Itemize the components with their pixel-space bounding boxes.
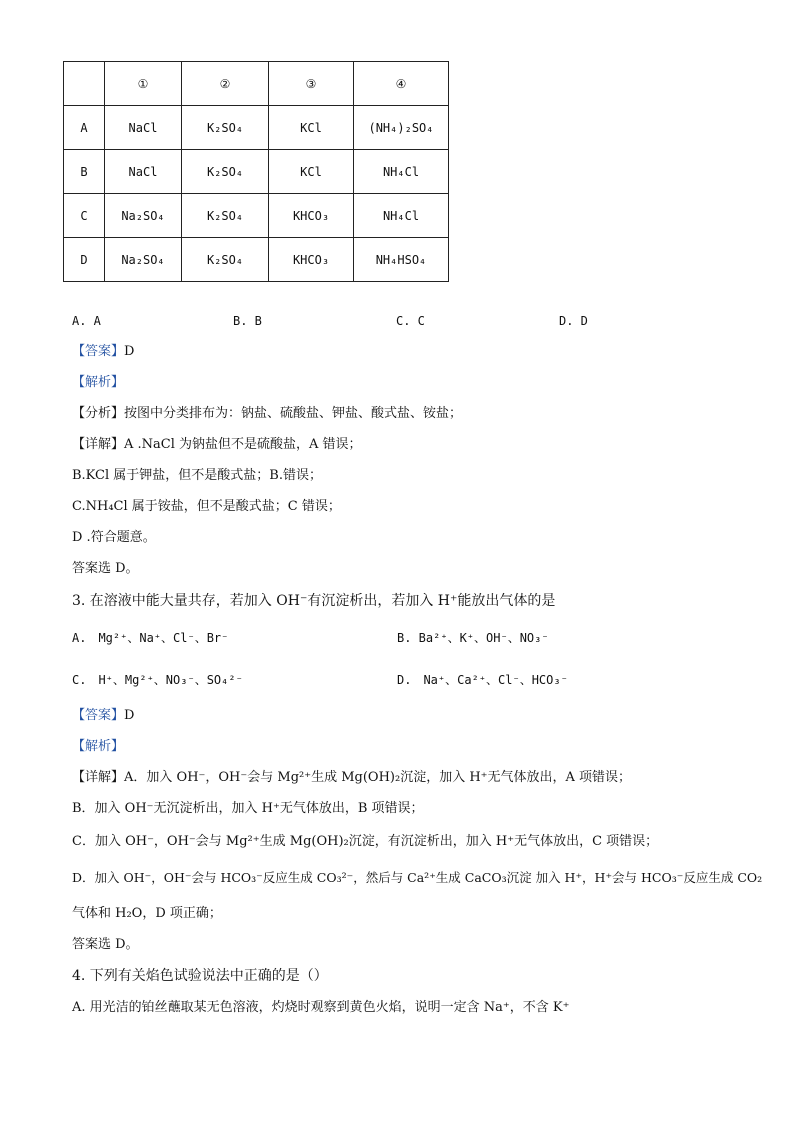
table-header-cell: ① — [105, 62, 182, 106]
table-header-cell: ④ — [354, 62, 449, 106]
q3-option-a: A. Mg²⁺、Na⁺、Cl⁻、Br⁻ — [72, 631, 229, 645]
q2-option-a: A. A — [72, 314, 101, 328]
answer-tag: 【答案】 — [72, 708, 125, 723]
table-cell: KHCO₃ — [269, 238, 354, 282]
table-cell: Na₂SO₄ — [105, 238, 182, 282]
table-cell: NaCl — [105, 106, 182, 150]
q3-option-c: C. H⁺、Mg²⁺、NO₃⁻、SO₄²⁻ — [72, 673, 243, 687]
fenxi-tag: 【分析】 — [72, 406, 125, 421]
table-header-cell: ② — [182, 62, 269, 106]
table-cell: KCl — [269, 150, 354, 194]
q2-detail-line-b: B.KCl 属于钾盐，但不是酸式盐；B.错误； — [72, 468, 322, 483]
q2-detail-line-c: C.NH₄Cl 属于铵盐，但不是酸式盐；C 错误； — [72, 499, 341, 514]
q3-detail-line-c: C．加入 OH⁻，OH⁻会与 Mg²⁺生成 Mg(OH)₂沉淀，有沉淀析出，加入 H⁺无气体放出，C 项错误； — [72, 834, 659, 849]
q2-option-b: B. B — [233, 314, 262, 328]
q3-detail-line-d: D．加入 OH⁻，OH⁻会与 HCO₃⁻反应生成 CO₃²⁻，然后与 Ca²⁺生成 CaCO₃沉淀 加入 H⁺，H⁺会与 HCO₃⁻反应生成 CO₂ — [72, 870, 763, 885]
q2-answer: D — [124, 344, 135, 359]
table-cell: NH₄Cl — [354, 194, 449, 238]
table-header-cell: ③ — [269, 62, 354, 106]
answer-tag: 【答案】 — [72, 344, 125, 359]
q4-option-a: A. 用光洁的铂丝蘸取某无色溶液，灼烧时观察到黄色火焰，说明一定含 Na⁺，不含 K⁺ — [72, 1000, 570, 1015]
salt-classification-table — [63, 61, 449, 282]
q3-answer-line — [72, 708, 134, 724]
q3-option-b: B. Ba²⁺、K⁺、OH⁻、NO₃⁻ — [397, 631, 549, 645]
table-cell: NH₄HSO₄ — [354, 238, 449, 282]
q3-stem: 3. 在溶液中能大量共存，若加入 OH⁻有沉淀析出，若加入 H⁺能放出气体的是 — [72, 593, 556, 609]
q3-answer: D — [124, 708, 135, 723]
q4-stem: 4. 下列有关焰色试验说法中正确的是（） — [72, 968, 328, 984]
table-cell: K₂SO₄ — [182, 238, 269, 282]
table-cell: NaCl — [105, 150, 182, 194]
table-cell: KCl — [269, 106, 354, 150]
q3-final-answer: 答案选 D。 — [72, 937, 139, 952]
table-header-row — [64, 62, 449, 106]
table-cell: (NH₄)₂SO₄ — [354, 106, 449, 150]
table-cell: B — [64, 150, 105, 194]
fenxi-text: 按图中分类排布为：钠盐、硫酸盐、钾盐、酸式盐、铵盐； — [124, 406, 463, 421]
q2-option-c: C. C — [396, 314, 425, 328]
table-row — [64, 106, 449, 150]
table-cell: Na₂SO₄ — [105, 194, 182, 238]
q3-detail-line-a — [72, 770, 631, 786]
xiangjie-tag: 【详解】 — [72, 437, 125, 452]
table-cell: A — [64, 106, 105, 150]
q3-detail-line-b: B．加入 OH⁻无沉淀析出，加入 H⁺无气体放出，B 项错误； — [72, 801, 424, 816]
table-row — [64, 150, 449, 194]
xiangjie-tag: 【详解】 — [72, 770, 125, 785]
table-cell: C — [64, 194, 105, 238]
q2-final-answer: 答案选 D。 — [72, 561, 139, 576]
table-cell: NH₄Cl — [354, 150, 449, 194]
table-cell: K₂SO₄ — [182, 150, 269, 194]
q2-analysis-tag: 【解析】 — [72, 375, 125, 390]
table-row — [64, 238, 449, 282]
table-cell: KHCO₃ — [269, 194, 354, 238]
detail-text: A．加入 OH⁻，OH⁻会与 Mg²⁺生成 Mg(OH)₂沉淀，加入 H⁺无气体放出，A 项错误； — [124, 770, 632, 785]
table-row — [64, 194, 449, 238]
q2-answer-line — [72, 344, 134, 360]
q3-option-d: D. Na⁺、Ca²⁺、Cl⁻、HCO₃⁻ — [397, 673, 568, 687]
table-cell: K₂SO₄ — [182, 106, 269, 150]
detail-text: A .NaCl 为钠盐但不是硫酸盐，A 错误； — [124, 437, 362, 452]
q2-fenxi-line — [72, 406, 462, 422]
table-cell: D — [64, 238, 105, 282]
q3-detail-line-d2: 气体和 H₂O，D 项正确； — [72, 906, 222, 921]
q2-option-d: D. D — [559, 314, 588, 328]
table-header-cell — [64, 62, 105, 106]
table-cell: K₂SO₄ — [182, 194, 269, 238]
q2-detail-line-d: D .符合题意。 — [72, 530, 156, 545]
q3-analysis-tag: 【解析】 — [72, 739, 125, 754]
q2-detail-line-a — [72, 437, 362, 453]
